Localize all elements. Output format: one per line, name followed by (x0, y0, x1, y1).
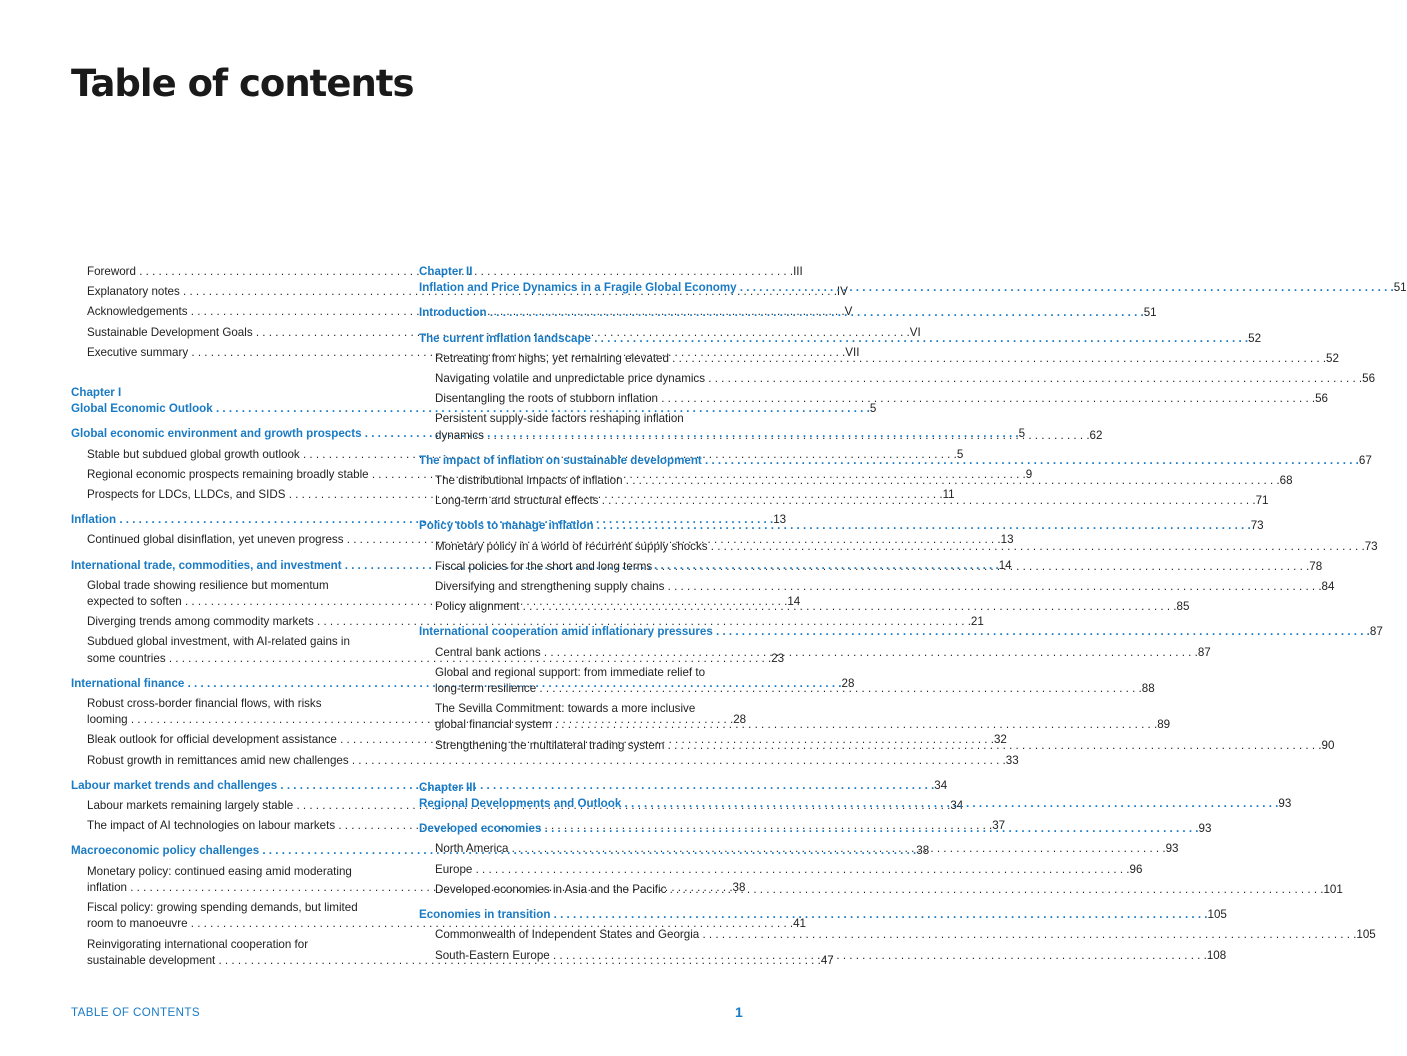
toc-page-number: 56 (1315, 392, 1329, 406)
footer-section-label: TABLE OF CONTENTS (71, 1006, 200, 1019)
toc-entry-text: Disentangling the roots of stubborn inflation . . . (435, 391, 1315, 407)
toc-entry-text: The distributional impacts of inflation . . . (435, 473, 1280, 489)
toc-entry-text: International cooperation amid inflationary pressures . . . (419, 624, 1370, 640)
toc-entry-text: Developed economies in Asia and the Pacific . . . (435, 882, 1323, 898)
toc-page-number: 14 (787, 595, 801, 609)
toc-entry-line-1: Subdued global investment, with AI-related gains in (87, 635, 350, 649)
toc-section-heading[interactable] (419, 624, 1383, 640)
toc-entry-line-2: sustainable development . . . (87, 953, 821, 969)
toc-page-number: VII (845, 345, 860, 359)
toc-entry-line-1: Fiscal policy: growing spending demands, but limited (87, 901, 358, 915)
toc-page-number: 93 (1198, 822, 1212, 836)
toc-entry-text: Labour markets remaining largely stable . . . (87, 798, 950, 814)
toc-entry-text: Central bank actions . . . (435, 645, 1198, 661)
toc-entry-text: Retreating from highs, yet remaining elevated . . . (435, 351, 1326, 367)
toc-page-number: 89 (1157, 718, 1171, 732)
toc-entry-line-2: dynamics . . . (435, 428, 1090, 444)
toc-entry-line-1: Reinvigorating international cooperation for (87, 937, 309, 951)
toc-page-number: 93 (1165, 842, 1179, 856)
toc-entry-line-2: inflation . . . (87, 880, 733, 896)
toc-entry-text: The current inflation landscape . . . (419, 331, 1248, 347)
toc-subsection[interactable] (419, 862, 1143, 878)
toc-entry-text: Diversifying and strengthening supply chains . . . (435, 579, 1322, 595)
toc-page-number: IV (836, 285, 848, 299)
chapter-label: Chapter I (71, 386, 122, 400)
toc-entry-text: Diverging trends among commodity markets . . . (87, 614, 971, 630)
toc-page-number: 73 (1364, 539, 1378, 553)
toc-entry-text: Continued global disinflation, yet uneven progress . . . (87, 532, 1001, 548)
toc-entry-text: Executive summary . . . (87, 345, 845, 361)
toc-page-number: 38 (732, 880, 746, 894)
toc-entry-text: South-Eastern Europe . . . (435, 948, 1207, 964)
footer-page-number: 1 (735, 1004, 743, 1020)
toc-entry-line-1: Robust cross-border financial flows, with risks (87, 697, 322, 711)
toc-page-number: 5 (1018, 427, 1026, 441)
toc-page-number: 34 (934, 778, 948, 792)
toc-entry-text: The impact of AI technologies on labour markets . . . (87, 818, 992, 834)
toc-page-number: 87 (1369, 625, 1383, 639)
toc-page-number: 21 (970, 615, 984, 629)
toc-section-heading[interactable] (419, 305, 1157, 321)
toc-page-number: 41 (793, 917, 807, 931)
toc-section-heading[interactable] (419, 907, 1227, 923)
toc-entry-text: Macroeconomic policy challenges . . . (71, 843, 916, 859)
toc-entry-text: Europe . . . (435, 862, 1130, 878)
toc-entry-line-1: The Sevilla Commitment: towards a more inclusive (435, 702, 696, 716)
toc-entry-text: Acknowledgements . . . (87, 304, 845, 320)
toc-entry-text: Inflation . . . (71, 512, 773, 528)
toc-entry-text: Explanatory notes . . . (87, 284, 837, 300)
toc-page-number: 105 (1356, 928, 1376, 942)
toc-subsection[interactable] (71, 614, 984, 630)
toc-page-number: 13 (1000, 533, 1014, 547)
toc-entry-text: Prospects for LDCs, LLDCs, and SIDS . . . (87, 487, 943, 503)
toc-entry-text: Developed economies . . . (419, 821, 1199, 837)
toc-entry-text: Labour market trends and challenges . . . (71, 778, 934, 794)
toc-entry-text: International trade, commodities, and investment . . . (71, 558, 999, 574)
toc-entry-text: Sustainable Development Goals . . . (87, 325, 910, 341)
toc-page-number: 96 (1129, 862, 1143, 876)
toc-entry-text: Economies in transition . . . (419, 907, 1208, 923)
toc-entry-text (435, 411, 1090, 443)
toc-page-number: 85 (1176, 600, 1190, 614)
toc-page-number: 62 (1089, 428, 1103, 442)
toc-page-number: 32 (993, 733, 1007, 747)
toc-page-number: 71 (1255, 494, 1269, 508)
toc-page-number: 5 (956, 447, 964, 461)
toc-page-number: 84 (1321, 580, 1335, 594)
toc-section-heading[interactable] (419, 453, 1372, 469)
chapter-title[interactable] (71, 401, 877, 417)
toc-entry-text: Bleak outlook for official development assistance . . . (87, 732, 994, 748)
toc-page-number: 88 (1141, 682, 1155, 696)
toc-page-number: 5 (869, 402, 877, 416)
toc-subsection[interactable] (419, 473, 1293, 489)
toc-subsection[interactable] (71, 753, 1019, 769)
toc-page-number: 56 (1362, 372, 1376, 386)
toc-page-number: 34 (950, 799, 964, 813)
toc-subsection[interactable] (419, 927, 1376, 943)
toc-entry-text (435, 665, 1142, 697)
toc-entry-text: Strengthening the multilateral trading system . . . (435, 738, 1322, 754)
toc-entry-text (435, 701, 1157, 733)
toc-page-number: 9 (1025, 467, 1033, 481)
toc-entry-text: Stable but subdued global growth outlook . . . (87, 447, 957, 463)
toc-subsection[interactable] (419, 701, 1171, 733)
toc-entry-text: Fiscal policies for the short and long terms . . . (435, 559, 1309, 575)
toc-subsection[interactable] (419, 391, 1329, 407)
toc-subsection[interactable] (419, 371, 1376, 387)
toc-subsection[interactable] (419, 579, 1335, 595)
toc-page-number: 38 (916, 844, 930, 858)
toc-page-number: 51 (1143, 306, 1157, 320)
toc-entry-line-2: some countries . . . (87, 651, 771, 667)
toc-entry-text: The impact of inflation on sustainable development . . . (419, 453, 1359, 469)
toc-entry-text: Long-term and structural effects . . . (435, 493, 1256, 509)
chapter-label: Chapter III (419, 780, 476, 794)
toc-page-number: VI (909, 325, 921, 339)
toc-entry-text: Commonwealth of Independent States and Georgia . . . (435, 927, 1356, 943)
toc-page-number: 37 (992, 819, 1006, 833)
toc-entry-text: International finance . . . (71, 676, 842, 692)
toc-subsection[interactable] (419, 411, 1103, 443)
toc-entry-line-2: global financial system . . . (435, 717, 1157, 733)
toc-page-number: 28 (841, 676, 855, 690)
toc-page-number: 11 (942, 488, 955, 502)
toc-entry-line-1: Monetary policy: continued easing amid moderating (87, 864, 352, 878)
chapter-label: Chapter II (419, 265, 473, 278)
toc-entry-line-1: Global and regional support: from immediate relief to (435, 665, 706, 679)
toc-page-number: 23 (771, 651, 785, 665)
toc-page-number: 47 (820, 953, 834, 967)
toc-page-number: 28 (733, 713, 747, 727)
toc-page-number: 108 (1206, 948, 1227, 962)
toc-page-number: 51 (1393, 281, 1407, 295)
toc-entry-text: Robust growth in remittances amid new challenges . . . (87, 753, 1006, 769)
toc-entry-text: Foreword . . . (87, 264, 793, 280)
toc-entry-line-2: looming . . . (87, 712, 733, 728)
toc-page-number: 105 (1207, 908, 1227, 922)
toc-entry-line-2: expected to soften . . . (87, 594, 787, 610)
toc-page-number: 78 (1309, 559, 1323, 573)
toc-entry-text: Introduction . . . (419, 305, 1144, 321)
toc-entry-text: Monetary policy in a world of recurrent supply shocks . . . (435, 539, 1365, 555)
toc-entry-line-1: Global trade showing resilience but momentum (87, 578, 329, 592)
toc-entry-text: Inflation and Price Dynamics in a Fragile Global Economy . . . (419, 280, 1394, 296)
toc-page-number: 93 (1278, 797, 1292, 811)
toc-page-number: 90 (1321, 738, 1335, 752)
toc-entry-text: Navigating volatile and unpredictable price dynamics . . . (435, 371, 1362, 387)
toc-page-number: 52 (1326, 351, 1339, 365)
toc-page-number: 73 (1250, 519, 1264, 533)
toc-entry-line-1: Persistent supply-side factors reshaping inflation (435, 412, 684, 426)
toc-page-number: 68 (1279, 474, 1293, 488)
toc-entry-text: Regional Developments and Outlook . . . (419, 796, 1278, 812)
toc-entry-text: Global economic environment and growth prospects . . . (71, 426, 1019, 442)
toc-page-number: 87 (1197, 645, 1211, 659)
toc-page-number: III (793, 265, 803, 278)
toc-entry-line-2: long-term resilience . . . (435, 681, 1142, 697)
toc-page-number: 52 (1248, 331, 1262, 345)
toc-entry-text: North America . . . (435, 841, 1166, 857)
toc-page-number: 101 (1323, 882, 1343, 896)
toc-entry-text: Policy tools to manage inflation . . . (419, 518, 1251, 534)
toc-page-number: 33 (1005, 753, 1019, 767)
toc-entry-line-2: room to manoeuvre . . . (87, 916, 793, 932)
toc-entry-text: Global Economic Outlook . . . (71, 401, 870, 417)
toc-page-number: 67 (1358, 453, 1372, 467)
toc-page-number: V (844, 305, 853, 319)
toc-page-number: 14 (998, 558, 1012, 572)
toc-entry-text: Policy alignment . . . (435, 599, 1177, 615)
toc-subsection[interactable] (419, 882, 1343, 898)
page-title: Table of contents (71, 62, 414, 105)
toc-entry-text: Regional economic prospects remaining broadly stable . . . (87, 467, 1026, 483)
toc-page-number: 13 (773, 513, 787, 527)
